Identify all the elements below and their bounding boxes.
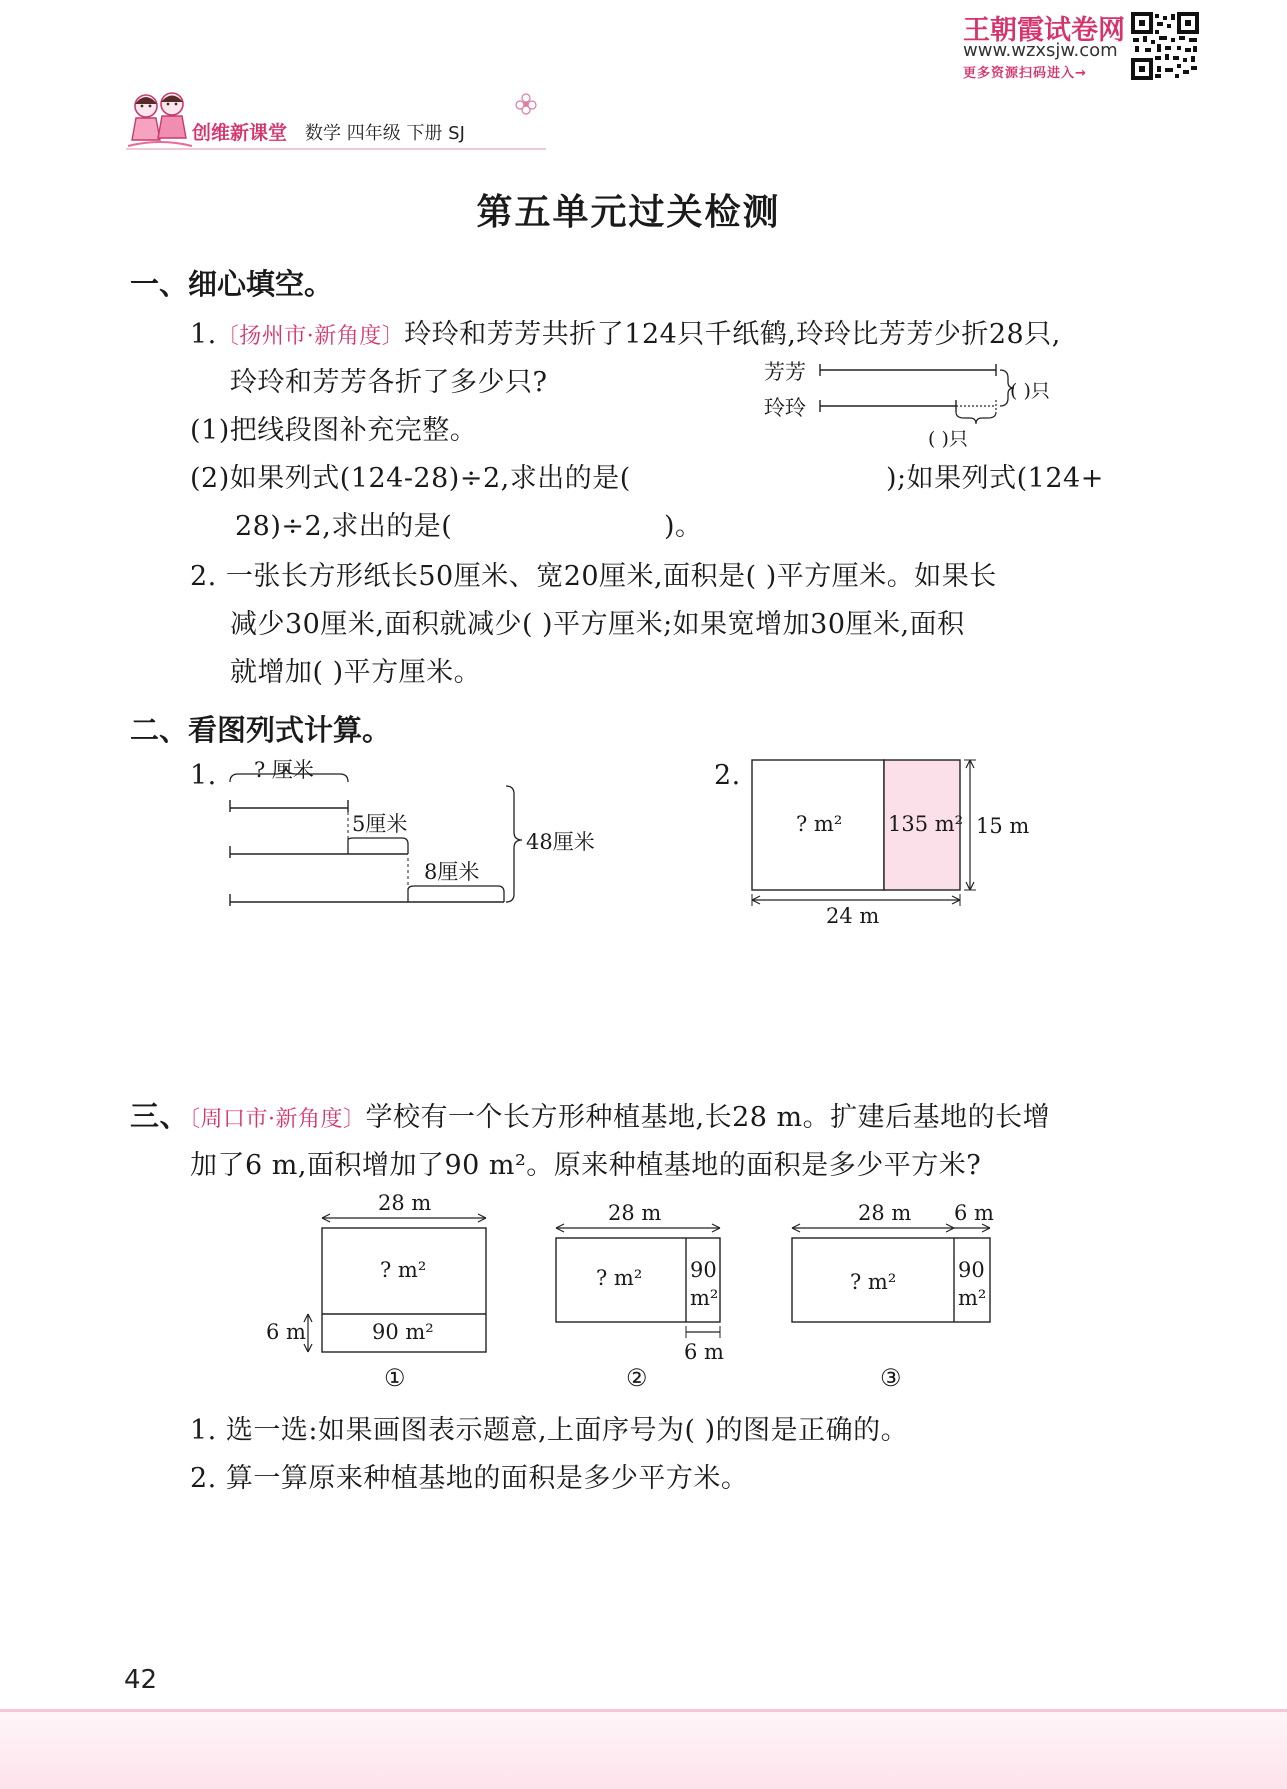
s3-fig2-area: ? m² [596, 1266, 643, 1290]
s3-line1 [130, 1094, 1050, 1135]
s2-fig1-num: 1. [190, 760, 217, 791]
brand-slogan: 更多资源扫码进入→ [963, 66, 1087, 81]
section2-heading: 二、看图列式计算。 [130, 713, 392, 747]
s2-fig2-shapes [748, 754, 1038, 934]
s1-q1-line1 [190, 312, 1061, 351]
section1-heading: 一、细心填空。 [130, 267, 334, 301]
series-name: 创维新课堂 [192, 122, 288, 144]
s3-fig2-extra-b: m² [690, 1286, 719, 1310]
s3-fig2-top: 28 m [608, 1201, 662, 1225]
s1-q1-diagram [760, 352, 1120, 452]
s3-fig3-extra-a: 90 [958, 1258, 985, 1282]
s1-q1-sub1: (1)把线段图补充完整。 [190, 415, 478, 446]
diagram-label-lingling: 玲玲 [764, 396, 806, 420]
s2-fig2 [748, 754, 1038, 934]
s3-fig3-id: ③ [880, 1364, 902, 1392]
brand-url[interactable]: www.wzxsjw.com [963, 40, 1118, 61]
s2-fig2-width-label: 24 m [826, 904, 880, 928]
s3-text1: 学校有一个长方形种植基地,长28 m。扩建后基地的长增 [365, 1102, 1051, 1133]
s2-fig1 [224, 756, 614, 916]
diagram-blank-bottom[interactable]: ( )只 [928, 428, 968, 450]
s2-fig1-top-label: ? 厘米 [254, 758, 314, 782]
s3-fig1-id: ① [384, 1364, 406, 1392]
s3-fig2-extra-a: 90 [690, 1258, 717, 1282]
subject-info: 数学 四年级 下册 SJ [305, 123, 465, 144]
brand-name: 王朝霞试卷网 [963, 15, 1125, 46]
s2-fig2-height-label: 15 m [976, 814, 1030, 838]
s1-q2-line1: 2. 一张长方形纸长50厘米、宽20厘米,面积是( )平方厘米。如果长 [190, 561, 997, 592]
qr-code-icon[interactable] [1131, 12, 1199, 80]
s3-fig1-top: 28 m [378, 1191, 432, 1215]
flower-decoration-icon [514, 92, 538, 116]
diagram-blank-right[interactable]: ( )只 [1010, 380, 1050, 402]
s3-fig2-side: 6 m [684, 1340, 724, 1364]
page-number: 42 [124, 1665, 158, 1695]
s1-q1-line2: 玲玲和芳芳各折了多少只? [230, 367, 548, 398]
kids-logo-icon [126, 88, 194, 154]
s3-fig1-area: ? m² [380, 1258, 427, 1282]
s2-fig2-right-label: 135 m² [888, 812, 964, 836]
s3-q1: 1. 选一选:如果画图表示题意,上面序号为( )的图是正确的。 [190, 1415, 909, 1446]
diagram-label-fangfang: 芳芳 [764, 360, 806, 384]
s1-q1-tag: 〔扬州市·新角度〕 [216, 324, 405, 349]
s1-q1-sub2-part2: );如果列式(124+ [886, 463, 1104, 494]
s1-q1-sub2-part3: 28)÷2,求出的是( [235, 511, 453, 542]
s3-fig3-top2: 6 m [954, 1201, 994, 1225]
header-rule [126, 146, 546, 152]
s2-fig1-total-label: 48厘米 [526, 830, 595, 854]
s3-fig1-extra: 90 m² [372, 1320, 434, 1344]
footer-band [0, 1712, 1287, 1789]
s2-fig1-bottom-label: 8厘米 [424, 860, 480, 884]
s2-fig1-mid-label: 5厘米 [352, 812, 408, 836]
s3-figure-2 [548, 1196, 738, 1400]
s3-heading-num: 三、 [130, 1099, 190, 1133]
s3-fig1-side: 6 m [266, 1320, 306, 1344]
s3-tag: 〔周口市·新角度〕 [189, 1107, 366, 1132]
s3-fig3-area: ? m² [850, 1270, 897, 1294]
s3-fig3-extra-b: m² [958, 1286, 987, 1310]
s1-q1-num: 1. [190, 319, 217, 350]
s1-q1-text1: 玲玲和芳芳共折了124只千纸鹤,玲玲比芳芳少折28只, [404, 319, 1061, 350]
s3-fig3-top: 28 m [858, 1201, 912, 1225]
s3-fig1-shapes [260, 1188, 500, 1400]
s1-q1-sub2-part1: (2)如果列式(124-28)÷2,求出的是( [190, 463, 631, 494]
s1-q2-line2: 减少30厘米,面积就减少( )平方厘米;如果宽增加30厘米,面积 [230, 609, 965, 640]
s2-fig2-num: 2. [714, 760, 741, 791]
s3-figure-1 [260, 1188, 500, 1400]
s1-q2-line3: 就增加( )平方厘米。 [230, 657, 482, 688]
s3-fig2-id: ② [626, 1364, 648, 1392]
s3-figure-3 [784, 1196, 1004, 1400]
s3-line2: 加了6 m,面积增加了90 m²。原来种植基地的面积是多少平方米? [190, 1150, 982, 1181]
page-title: 第五单元过关检测 [476, 192, 781, 233]
s1-q1-sub2-part4: )。 [664, 511, 703, 542]
s2-fig2-left-label: ? m² [796, 812, 843, 836]
s3-q2: 2. 算一算原来种植基地的面积是多少平方米。 [190, 1463, 749, 1494]
